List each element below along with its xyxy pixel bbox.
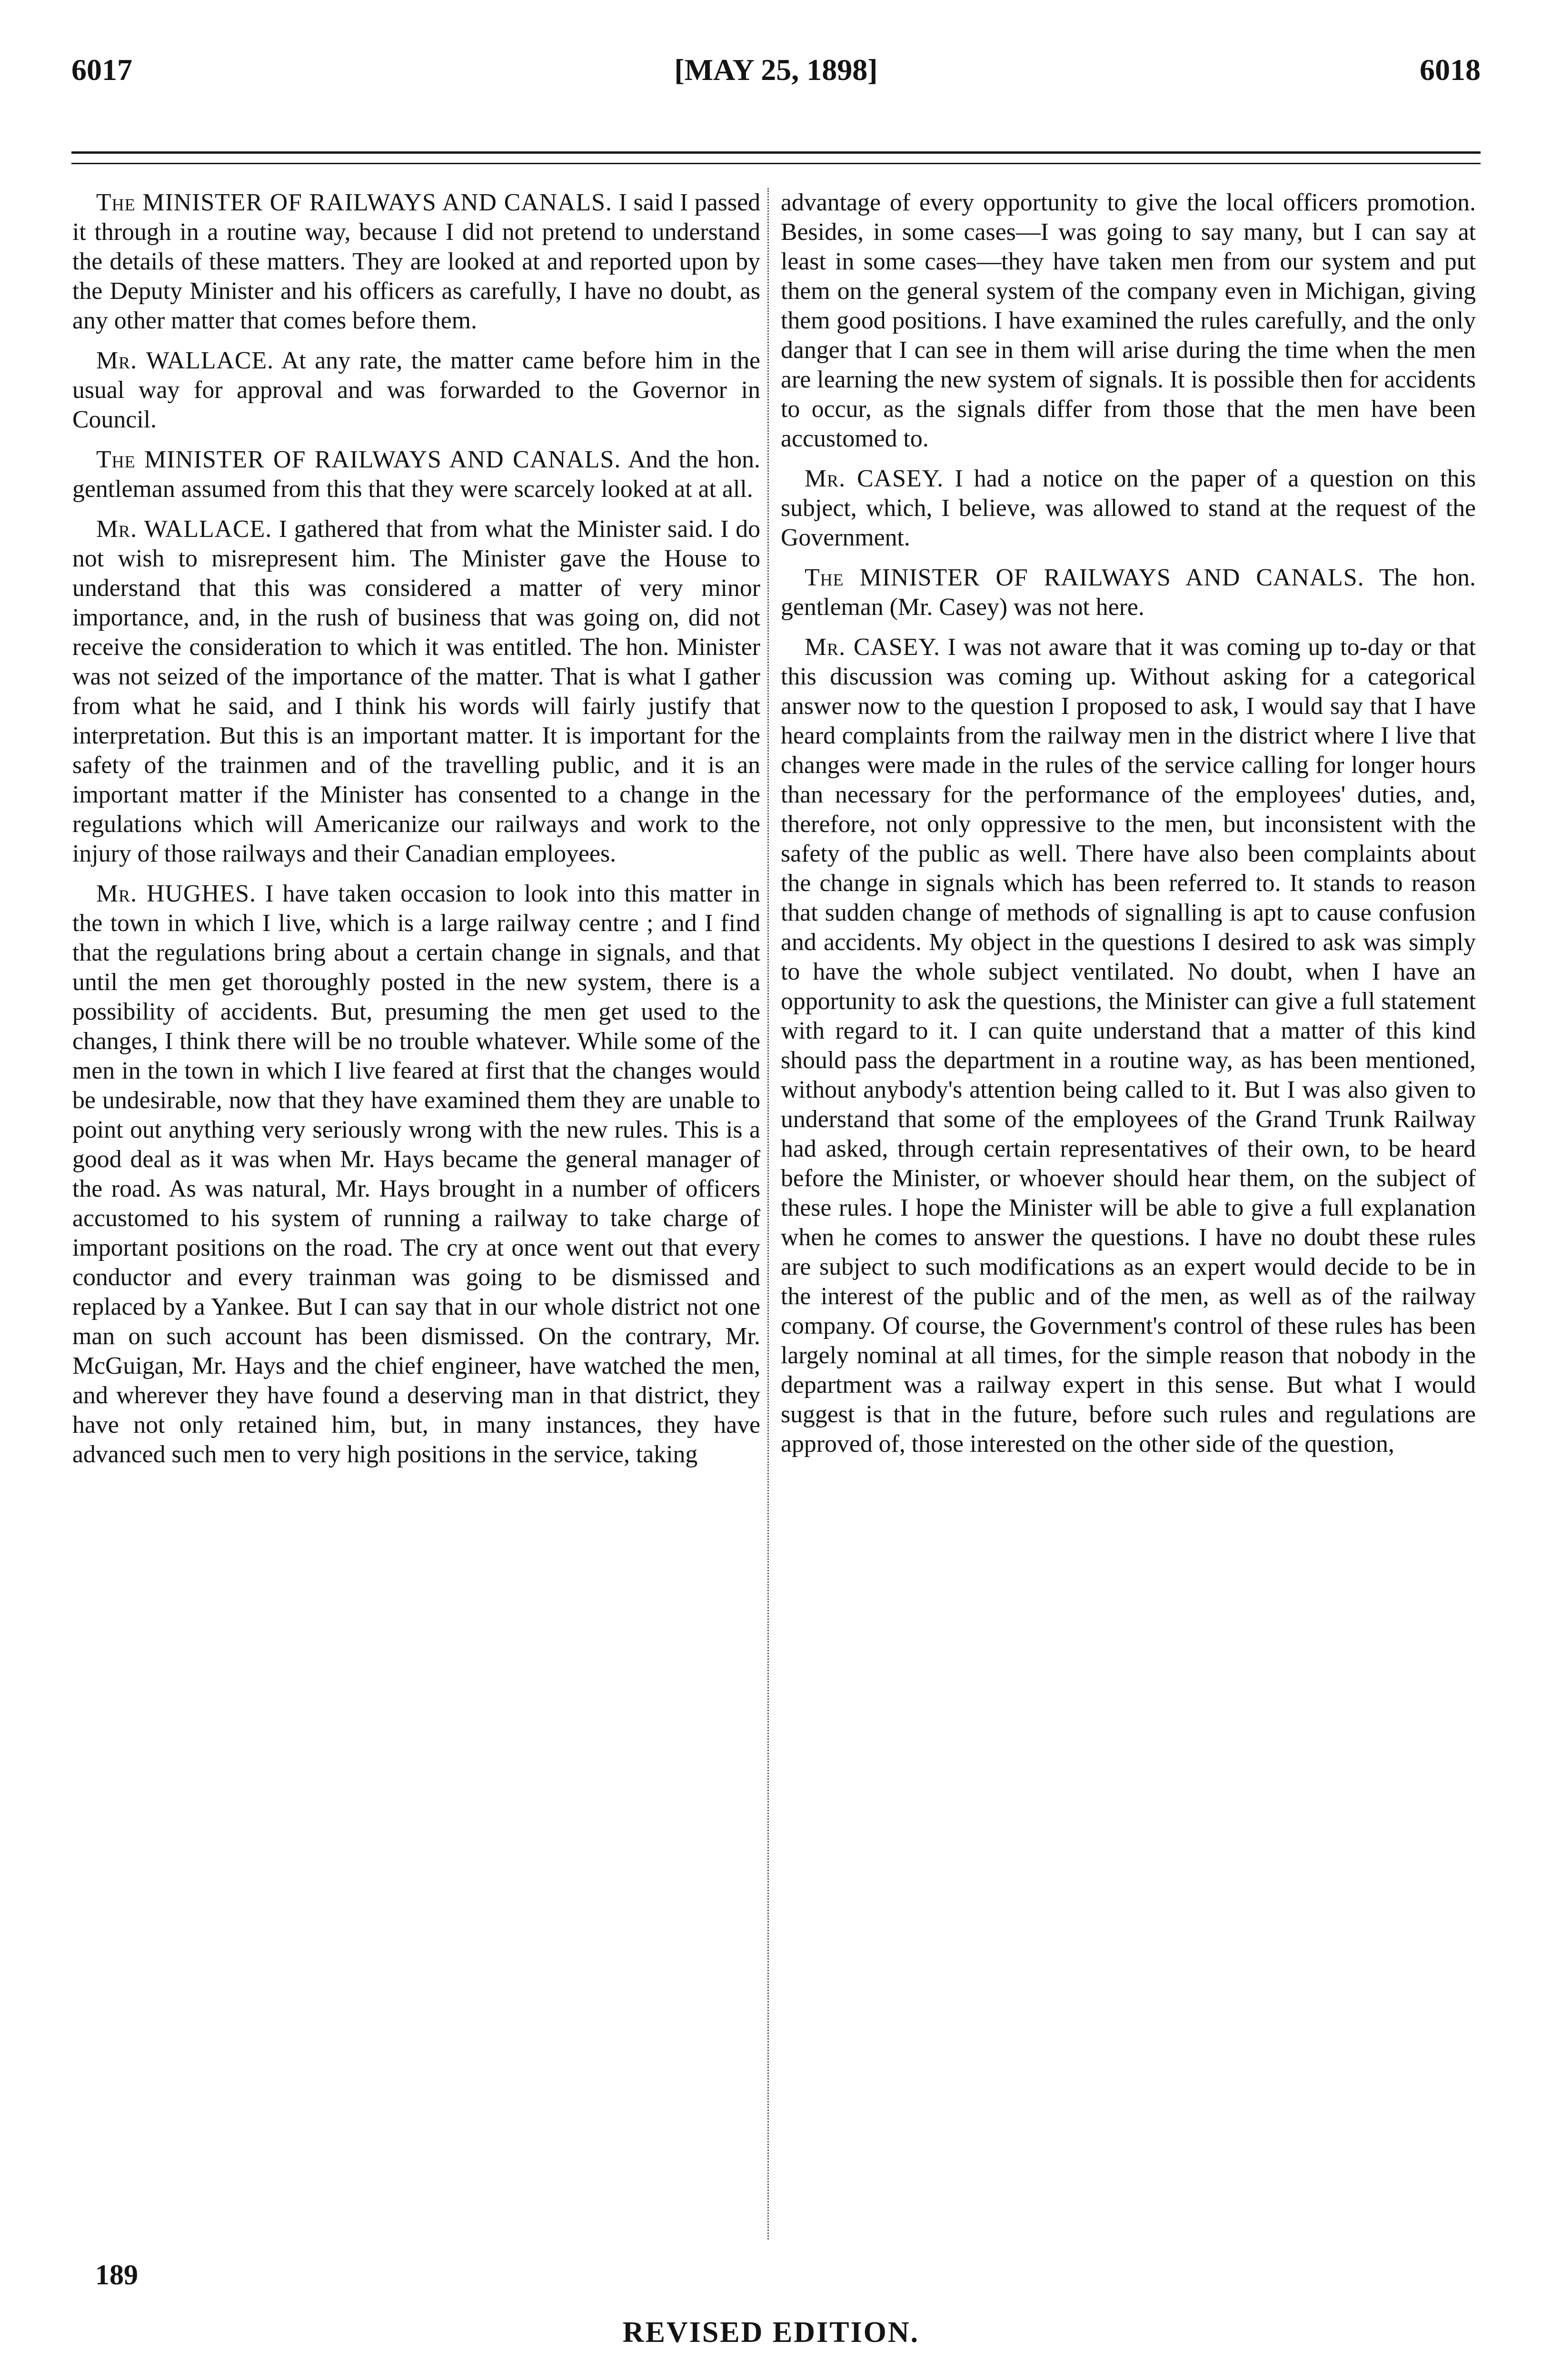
speaker-name: Mr. WALLACE. [96, 516, 272, 543]
speaker-name: The MINISTER OF RAILWAYS AND CANALS. [96, 446, 621, 473]
speech-paragraph [781, 633, 1476, 1459]
speaker-name: Mr. WALLACE. [96, 347, 274, 374]
speaker-name: Mr. CASEY. [805, 634, 940, 661]
speech-text: At any rate, the matter came before him in the usual way for approval and was forwarded to the Governor in Council. [72, 347, 760, 433]
speech-text: I have taken occasion to look into this matter in the town in which I live, which is a large railway centre ; and I find that the regulations bring about a certain change in signals, and that until the men get thoroughly posted in the new system, there is a possibility of accidents. But, presuming the men get used to the changes, I think there will be no trouble whatever. While some of the men in the town in which I live feared at first that the changes would be undesirable, now that they have examined them they are unable to point out anything very seriously wrong with the new rules. This is a good deal as it was when Mr. Hays became the general manager of the road. As was natural, Mr. Hays brought in a number of officers accustomed to his system of running a railway to take charge of important positions on the road. The cry at once went out that every conductor and every trainman was going to be dismissed and replaced by a Yankee. But I can say that in our whole district not one man on such account has been dismissed. On the contrary, Mr. McGuigan, Mr. Hays and the chief engineer, have watched the men, and wherever they have found a deserving man in that district, they have not only retained him, but, in many instances, they have advanced such men to very high positions in the service, taking [72, 880, 760, 1468]
speech-text: I had a notice on the paper of a question on this subject, which, I believe, was allowed to stand at the request of the Government. [781, 465, 1476, 551]
header-rule-thick [71, 151, 1481, 154]
speech-paragraph [72, 879, 760, 1469]
speech-text: The hon. gentleman (Mr. Casey) was not here. [781, 564, 1476, 621]
header-rule-thin [71, 163, 1481, 164]
header-date: [MAY 25, 1898] [674, 53, 878, 87]
speech-text: I said I passed it through in a routine way, because I did not pretend to understand the details of these matters. They are looked at and reported upon by the Deputy Minister and his officers as carefully, I have no doubt, as any other matter that comes before them. [72, 189, 760, 334]
speaker-name: Mr. HUGHES. [96, 880, 257, 907]
page-number-right: 6018 [1420, 53, 1481, 87]
page-number-left: 6017 [71, 53, 132, 87]
speech-paragraph [72, 346, 760, 435]
speaker-name: Mr. CASEY. [805, 465, 944, 492]
speech-paragraph [72, 188, 760, 336]
speech-paragraph [781, 563, 1476, 622]
text-column-left [72, 188, 760, 2216]
column-divider [767, 188, 769, 2240]
speech-text: I was not aware that it was coming up to-day or that this discussion was coming up. Without asking for a categorical answer now to the question I proposed to ask, I would say that I have heard complaints from the railway men in the district where I live that changes were made in the rules of the service calling for longer hours than necessary for the performance of the employees' duties, and, therefore, not only oppressive to the men, but inconsistent with the safety of the public as well. There have also been complaints about the change in signals which has been referred to. It stands to reason that sudden change of methods of signalling is apt to cause confusion and accidents. My object in the questions I desired to ask was simply to have the whole subject ventilated. No doubt, when I have an opportunity to ask the questions, the Minister can give a full statement with regard to it. I can quite understand that a matter of this kind should pass the department in a routine way, as has been mentioned, without anybody's attention being called to it. But I was also given to understand that some of the employees of the Grand Trunk Railway had asked, through certain representatives of their own, to be heard before the Minister, or whoever should hear them, on the subject of these rules. I hope the Minister will be able to give a full explanation when he comes to answer the questions. I have no doubt these rules are subject to such modifications as an expert would decide to be in the interest of the public and of the men, as well as of the railway company. Of course, the Government's control of these rules has been largely nominal at all times, for the simple reason that nobody in the department was a railway expert in this sense. But what I would suggest is that in the future, before such rules and regulations are approved of, those interested on the other side of the question, [781, 634, 1476, 1458]
edition-label: REVISED EDITION. [622, 2316, 920, 2349]
speech-text: And the hon. gentleman assumed from this that they were scarcely looked at at all. [72, 446, 760, 503]
speech-text: I gathered that from what the Minister said. I do not wish to misrepresent him. The Minister gave the House to understand that this was considered a matter of very minor importance, and, in the rush of business that was going on, did not receive the consideration to which it was entitled. The hon. Minister was not seized of the importance of the matter. That is what I gather from what he said, and I think his words will fairly justify that interpretation. But this is an important matter. It is important for the safety of the trainmen and of the travelling public, and it is an important matter if the Minister has consented to a change in the regulations which will Americanize our railways and work to the injury of those railways and their Canadian employees. [72, 516, 760, 867]
speech-text: advantage of every opportunity to give the local officers promotion. Besides, in some cases—I was going to say many, but I can say at least in some cases—they have taken men from our system and put them on the general system of the company even in Michigan, giving them good positions. I have examined the rules carefully, and the only danger that I can see in them will arise during the time when the men are learning the new system of signals. It is possible then for accidents to occur, as the signals differ from those that the men have been accustomed to. [781, 189, 1476, 452]
speech-paragraph [72, 515, 760, 869]
speech-paragraph [781, 188, 1476, 454]
folio-number: 189 [95, 2259, 138, 2291]
speech-paragraph [781, 464, 1476, 553]
speaker-name: The MINISTER OF RAILWAYS AND CANALS. [96, 189, 612, 216]
page-header [71, 52, 1481, 109]
speech-paragraph [72, 445, 760, 504]
speaker-name: The MINISTER OF RAILWAYS AND CANALS. [805, 564, 1364, 591]
text-column-right [781, 188, 1476, 2216]
